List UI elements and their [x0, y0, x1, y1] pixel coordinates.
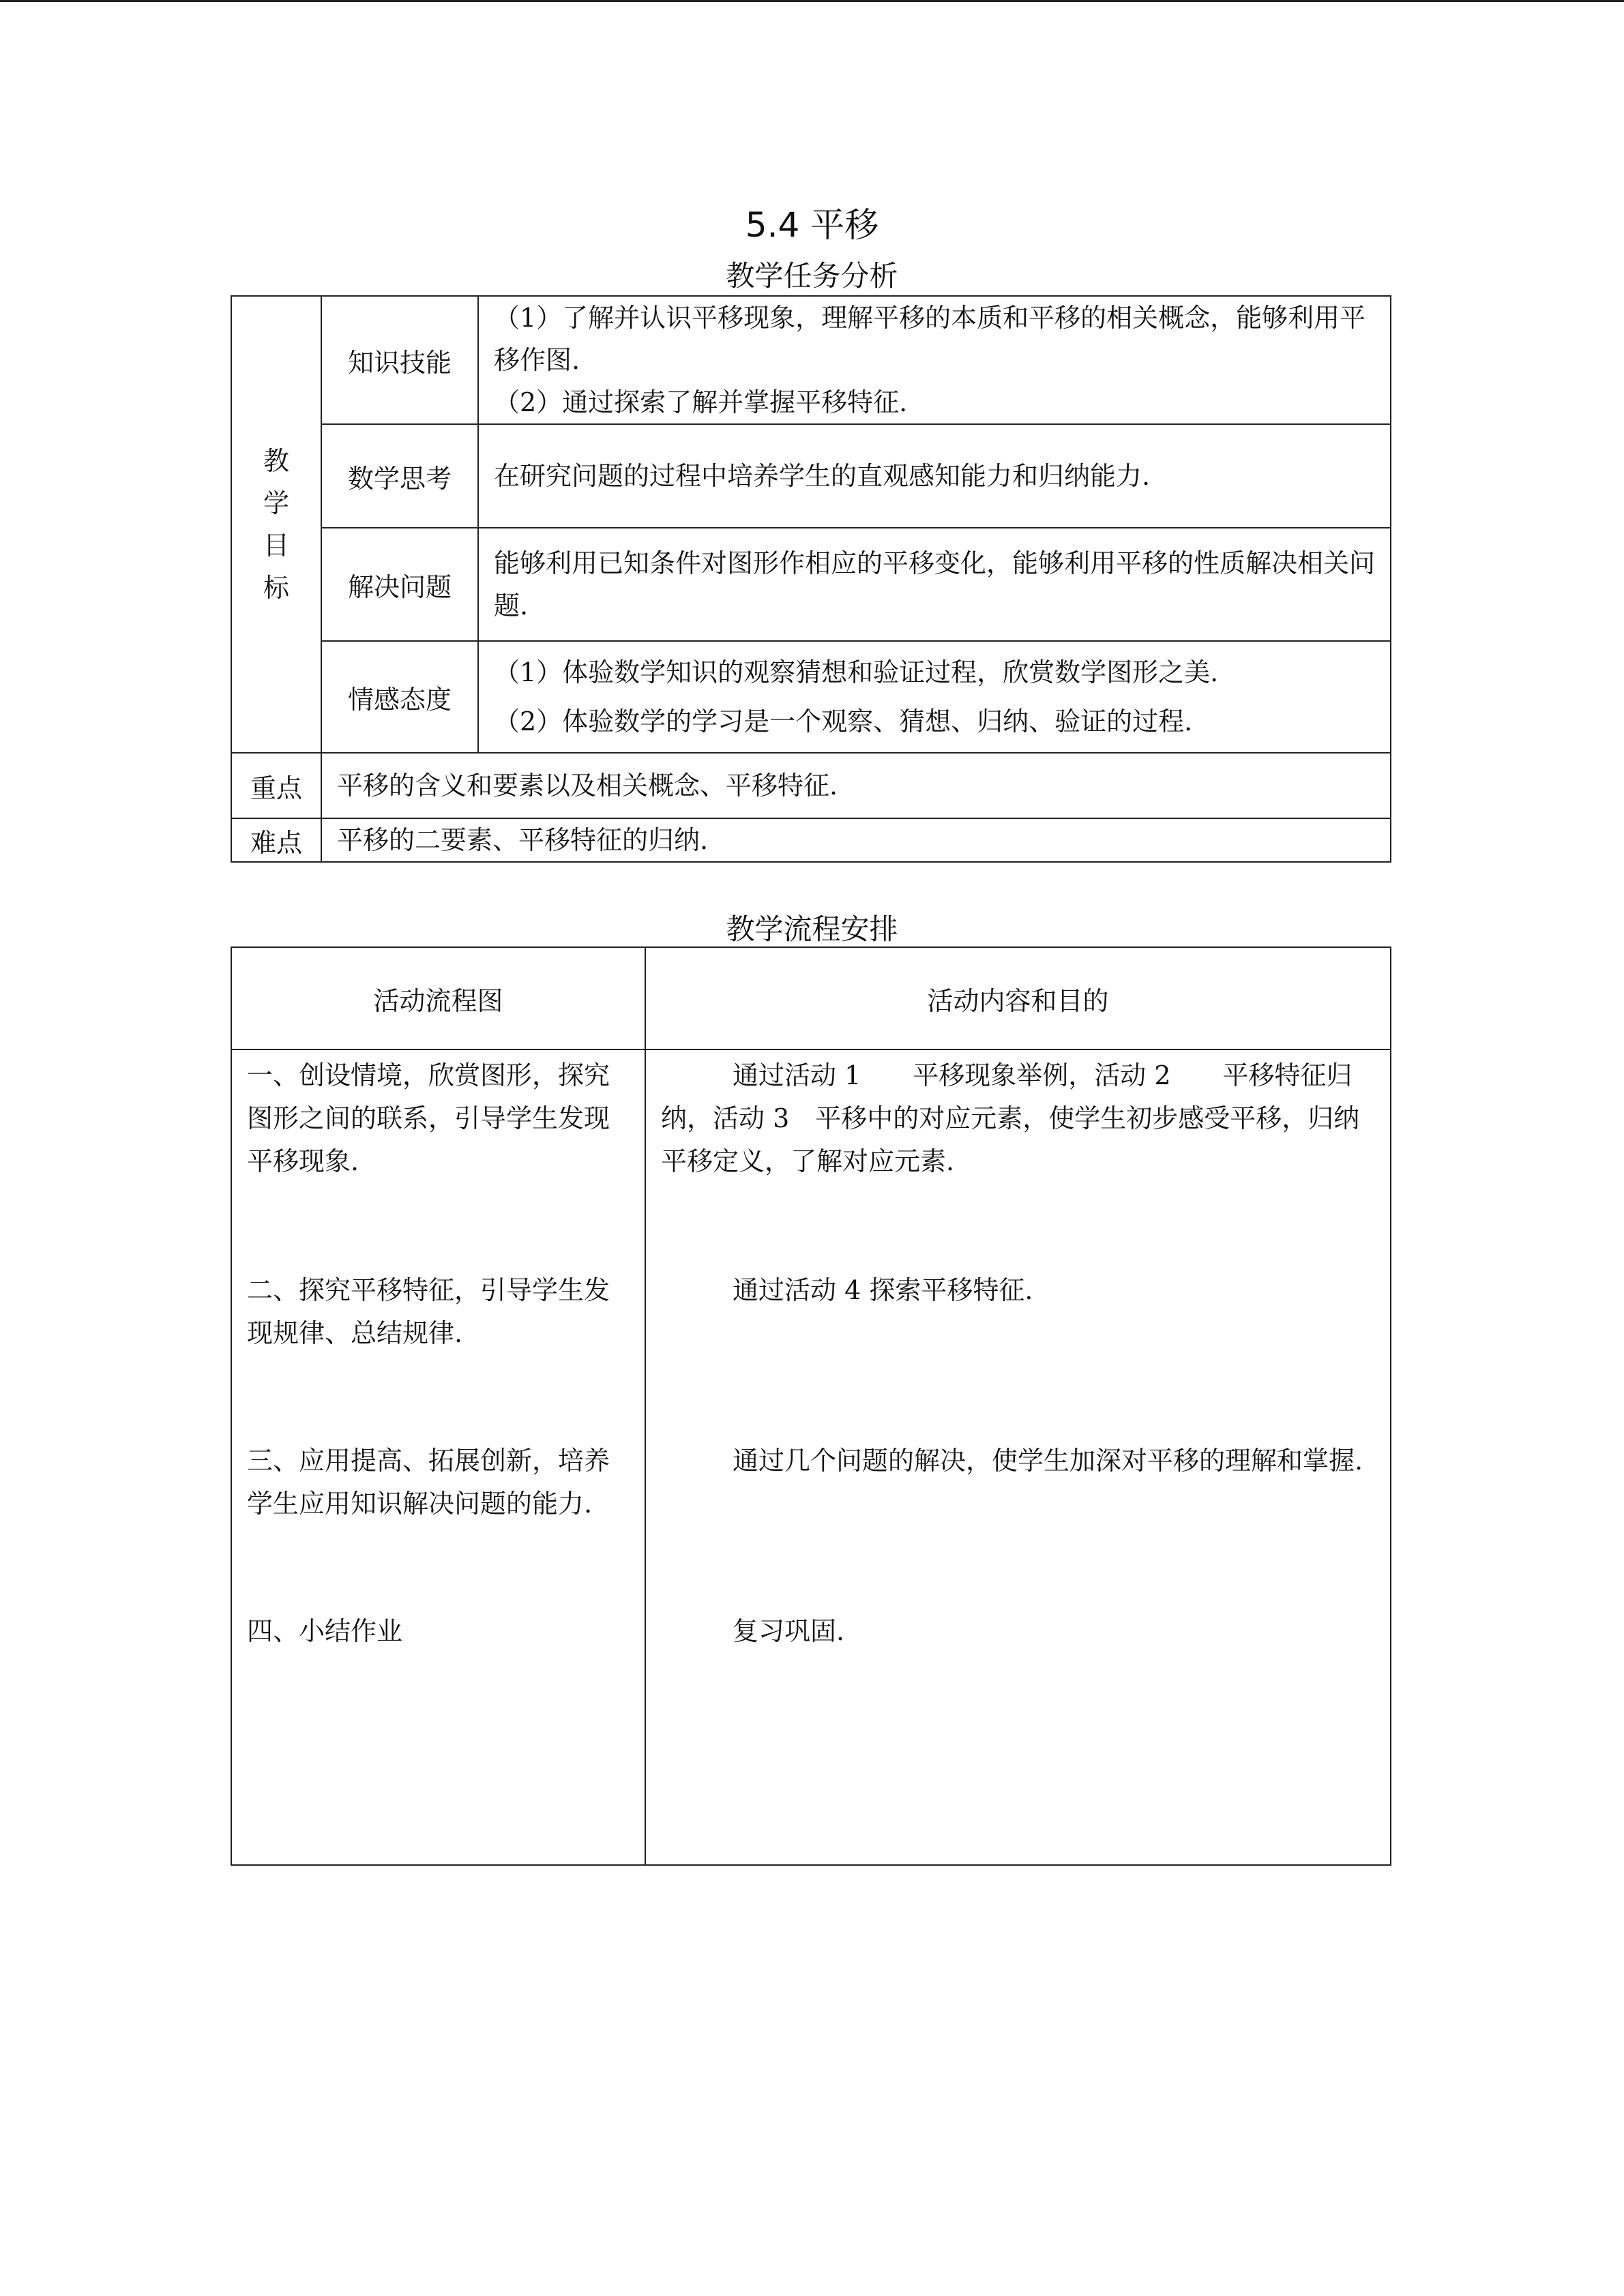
key-point-text: 平移的含义和要素以及相关概念、平移特征.	[321, 753, 1391, 818]
flow-header-row	[231, 947, 1391, 1049]
page-top-border	[0, 0, 1624, 2]
objective-row	[231, 528, 1391, 641]
flow-step: 三、应用提高、拓展创新，培养学生应用知识解决问题的能力.	[247, 1446, 610, 1519]
objective-label: 数学思考	[321, 424, 478, 528]
flow-purposes-cell	[645, 1049, 1391, 1865]
page-title: 5.4 平移	[745, 205, 879, 245]
key-point-label: 重点	[231, 753, 321, 818]
flow-step: 一、创设情境，欣赏图形，探究图形之间的联系，引导学生发现平移现象.	[247, 1060, 610, 1176]
difficulty-row	[231, 818, 1391, 862]
objective-label: 情感态度	[321, 641, 478, 753]
flow-step: 二、探究平移特征，引导学生发现规律、总结规律.	[247, 1275, 610, 1348]
key-point-row	[231, 753, 1391, 818]
col-header-purpose: 活动内容和目的	[645, 947, 1391, 1049]
flow-body-row	[231, 1049, 1391, 1865]
flow-step: 四、小结作业	[247, 1616, 403, 1646]
objective-label: 知识技能	[321, 296, 478, 424]
flow-steps-cell	[231, 1049, 645, 1865]
flow-purpose: 通过几个问题的解决，使学生加深对平移的理解和掌握.	[733, 1446, 1363, 1476]
col-header-flow: 活动流程图	[231, 947, 645, 1049]
objective-content: 能够利用已知条件对图形作相应的平移变化，能够利用平移的性质解决相关问题.	[478, 528, 1391, 641]
teaching-flow-table	[231, 946, 1391, 1866]
section-heading-task-analysis: 教学任务分析	[726, 259, 898, 293]
objective-content: （1）体验数学知识的观察猜想和验证过程，欣赏数学图形之美. （2）体验数学的学习是一个观察、猜想、归纳、验证的过程.	[478, 641, 1391, 753]
difficulty-text: 平移的二要素、平移特征的归纳.	[321, 818, 1391, 862]
objective-content: （1）了解并认识平移现象，理解平移的本质和平移的相关概念，能够利用平移作图. （2）通过探索了解并掌握平移特征.	[478, 296, 1391, 424]
objective-row	[231, 424, 1391, 528]
flow-purpose: 通过活动 4 探索平移特征.	[733, 1275, 1033, 1305]
teaching-goals-label: 教 学 目 标	[231, 296, 321, 753]
section-heading-teaching-flow: 教学流程安排	[726, 912, 898, 946]
objective-row	[231, 296, 1391, 424]
objective-row	[231, 641, 1391, 753]
objective-label: 解决问题	[321, 528, 478, 641]
flow-purpose: 复习巩固.	[733, 1616, 845, 1646]
flow-purpose: 通过活动 1 平移现象举例，活动 2 平移特征归纳，活动 3 平移中的对应元素，使学生初步感受平移，归纳平移定义，了解对应元素.	[661, 1060, 1360, 1176]
difficulty-label: 难点	[231, 818, 321, 862]
task-analysis-table	[231, 295, 1391, 863]
objective-content: 在研究问题的过程中培养学生的直观感知能力和归纳能力.	[478, 424, 1391, 528]
